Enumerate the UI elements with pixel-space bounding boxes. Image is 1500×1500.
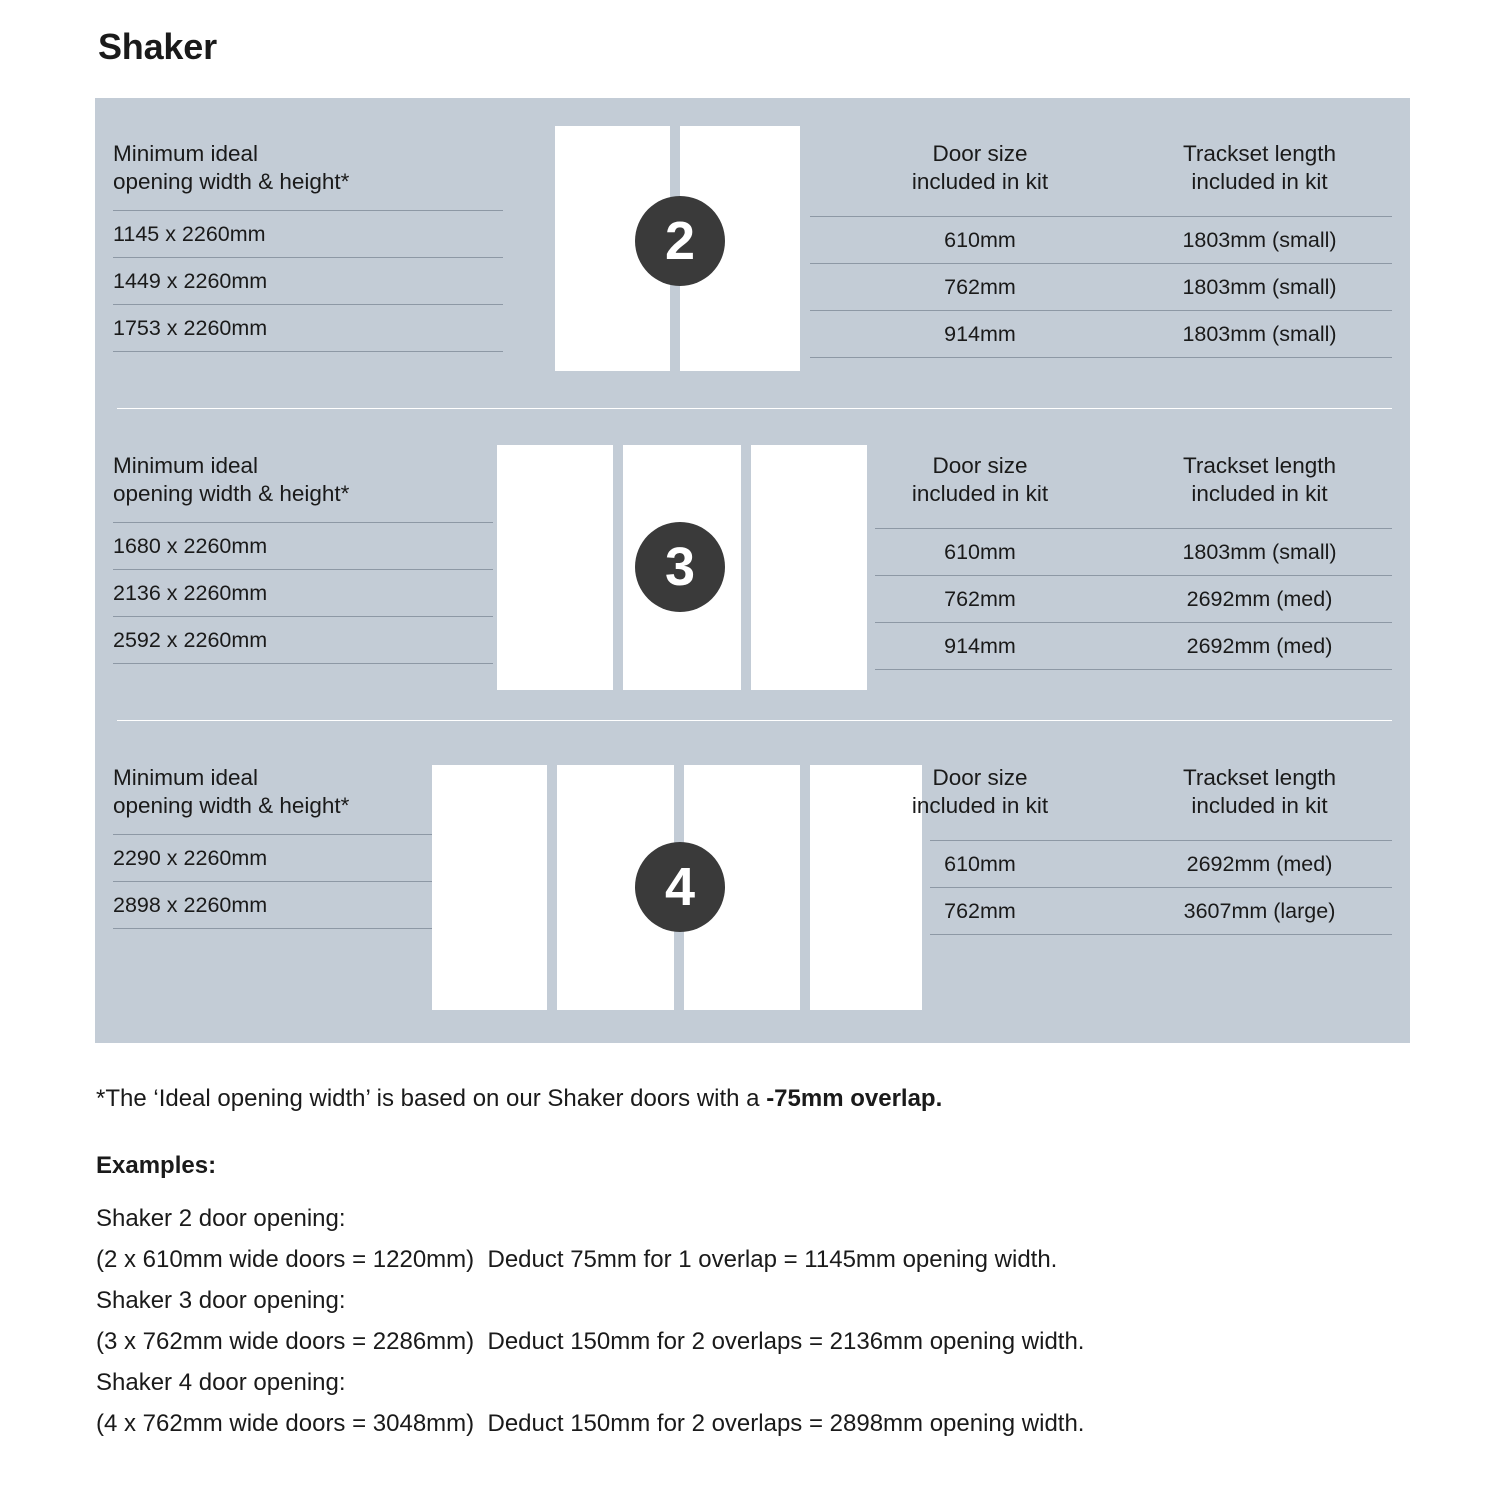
section-separator	[117, 720, 1392, 721]
trackset-value: 1803mm (small)	[1182, 228, 1337, 252]
divider	[113, 663, 493, 664]
opening-value: 1145 x 2260mm	[113, 222, 266, 246]
section-3-door	[95, 410, 1410, 720]
footnote-emphasis: -75mm overlap.	[766, 1085, 943, 1112]
door-count-badge: 4	[635, 842, 725, 932]
section-4-door	[95, 722, 1410, 1043]
column-header-trackset: Trackset length included in kit	[1183, 765, 1336, 818]
section-2-left-column	[113, 140, 503, 352]
trackset-value: 2692mm (med)	[1186, 852, 1333, 876]
trackset-value: 1803mm (small)	[1182, 275, 1337, 299]
footnote	[96, 1085, 942, 1113]
section-3-right-columns	[875, 452, 1392, 670]
opening-value: 2136 x 2260mm	[113, 581, 268, 605]
opening-value: 1753 x 2260mm	[113, 316, 268, 340]
door-size-value: 610mm	[944, 540, 1016, 564]
section-separator	[117, 408, 1392, 409]
door-size-value: 914mm	[944, 634, 1016, 658]
example-line: (2 x 610mm wide doors = 1220mm) Deduct 75mm for 1 overlap = 1145mm opening width.	[96, 1246, 1058, 1273]
door-size-value: 610mm	[944, 852, 1016, 876]
example-line: Shaker 2 door opening:	[96, 1205, 346, 1232]
door-size-value: 914mm	[944, 322, 1016, 346]
door-panel	[751, 445, 867, 690]
door-size-value: 762mm	[944, 899, 1016, 923]
door-panel	[432, 765, 547, 1010]
section-2-right-columns	[810, 140, 1392, 358]
door-size-value: 610mm	[944, 228, 1016, 252]
column-header-opening: Minimum ideal opening width & height*	[113, 765, 350, 818]
examples-heading: Examples:	[96, 1152, 217, 1179]
opening-value: 1680 x 2260mm	[113, 534, 268, 558]
footnote-text: *The ‘Ideal opening width’ is based on our Shaker doors with a	[96, 1085, 767, 1112]
door-panel	[497, 445, 613, 690]
divider	[113, 351, 503, 352]
divider	[875, 669, 1392, 670]
section-4-right-columns	[911, 764, 1392, 935]
trackset-value: 2692mm (med)	[1186, 587, 1333, 611]
door-size-value: 762mm	[944, 587, 1016, 611]
example-line: (3 x 762mm wide doors = 2286mm) Deduct 150mm for 2 overlaps = 2136mm opening width.	[96, 1328, 1085, 1355]
divider	[930, 934, 1392, 935]
door-count-badge: 3	[635, 522, 725, 612]
column-header-trackset: Trackset length included in kit	[1183, 453, 1336, 506]
example-line: Shaker 4 door opening:	[96, 1369, 346, 1396]
spec-panel	[95, 98, 1410, 1043]
opening-value: 2290 x 2260mm	[113, 846, 268, 870]
column-header-opening: Minimum ideal opening width & height*	[113, 141, 350, 194]
section-2-door	[95, 98, 1410, 408]
trackset-value: 1803mm (small)	[1182, 540, 1337, 564]
divider	[113, 928, 433, 929]
divider	[810, 357, 1392, 358]
trackset-value: 1803mm (small)	[1182, 322, 1337, 346]
opening-value: 2898 x 2260mm	[113, 893, 268, 917]
column-header-opening: Minimum ideal opening width & height*	[113, 453, 350, 506]
column-header-door-size: Door size included in kit	[911, 453, 1049, 506]
section-3-left-column	[113, 452, 503, 664]
example-line: (4 x 762mm wide doors = 3048mm) Deduct 150mm for 2 overlaps = 2898mm opening width.	[96, 1410, 1085, 1437]
examples-list	[96, 1198, 1084, 1444]
column-header-door-size: Door size included in kit	[911, 141, 1049, 194]
trackset-value: 3607mm (large)	[1183, 899, 1336, 923]
column-header-door-size: Door size included in kit	[911, 765, 1049, 818]
opening-value: 2592 x 2260mm	[113, 628, 268, 652]
door-count-badge: 2	[635, 196, 725, 286]
example-line: Shaker 3 door opening:	[96, 1287, 346, 1314]
trackset-value: 2692mm (med)	[1186, 634, 1333, 658]
column-header-trackset: Trackset length included in kit	[1183, 141, 1336, 194]
page-title: Shaker	[98, 26, 217, 67]
door-size-value: 762mm	[944, 275, 1016, 299]
opening-value: 1449 x 2260mm	[113, 269, 268, 293]
